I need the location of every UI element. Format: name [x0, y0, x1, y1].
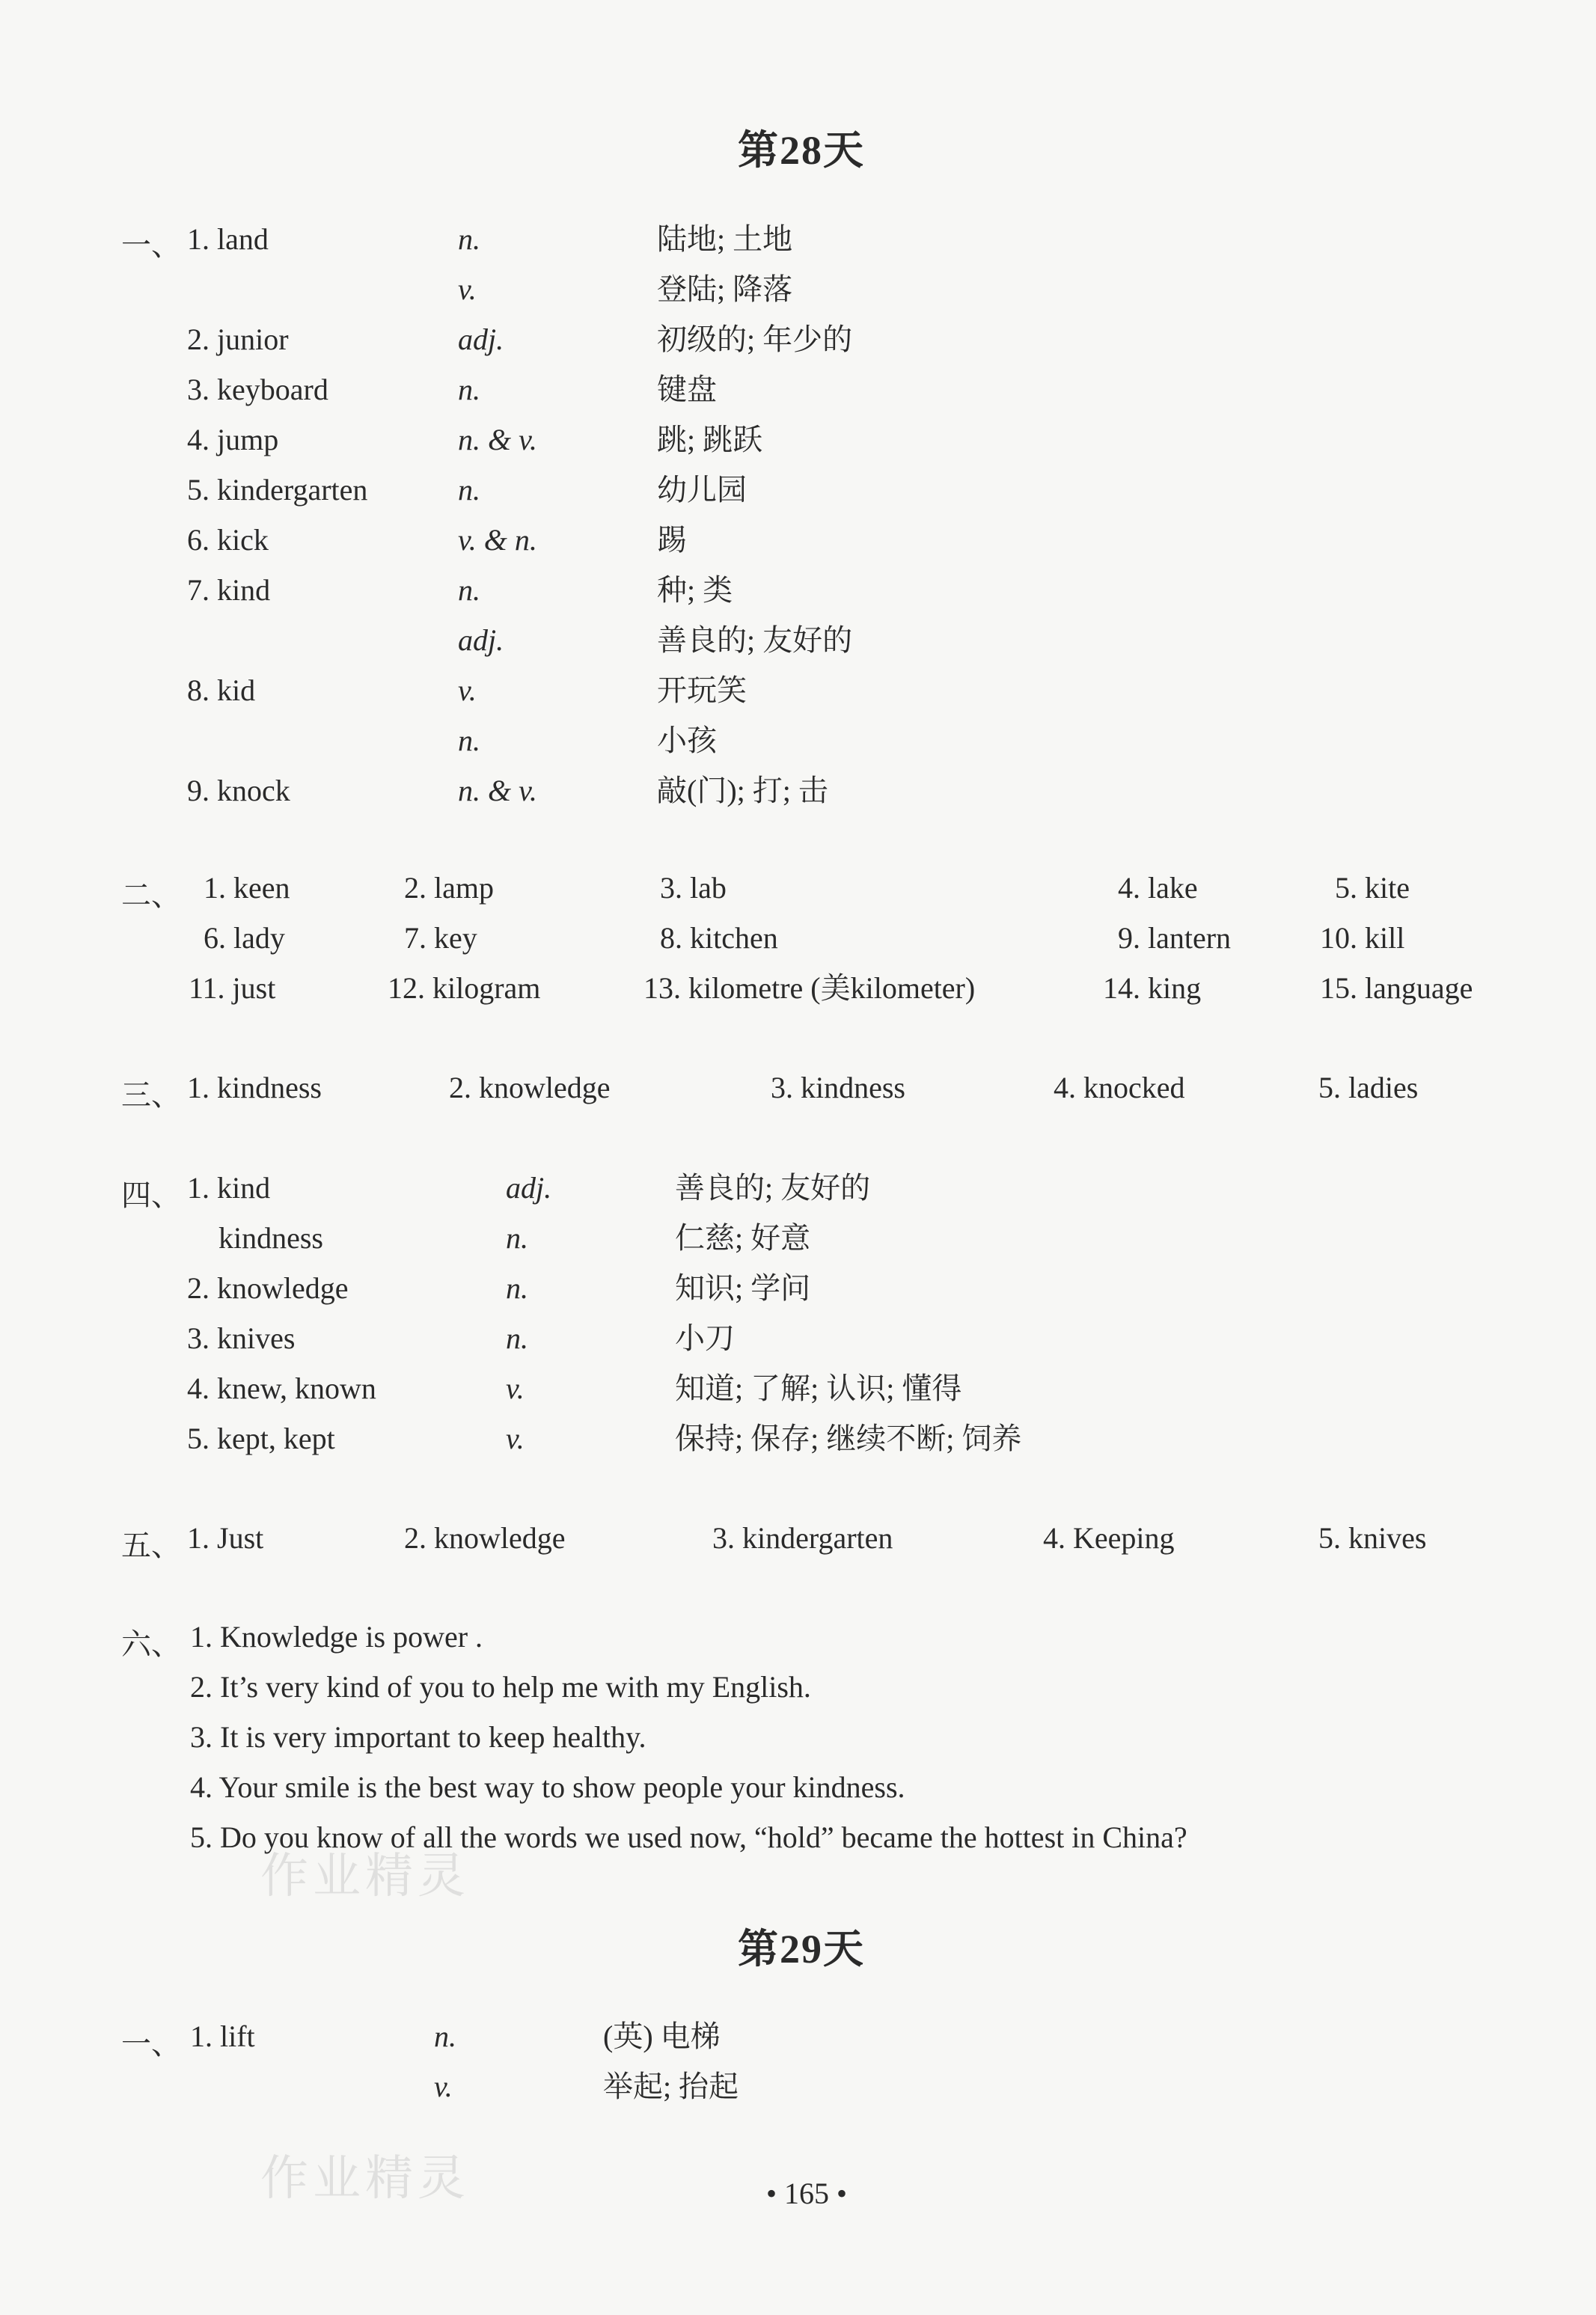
vocab-meaning: 保持; 保存; 继续不断; 饲养	[675, 1422, 1022, 1455]
answer-item: 10. kill	[1320, 921, 1405, 955]
vocab-word: 3. knives	[187, 1321, 296, 1355]
vocab-word: 1. kind	[187, 1171, 271, 1205]
answer-item: 5. kite	[1335, 871, 1410, 905]
vocab-pos: v.	[458, 673, 477, 707]
vocab-word: 2. knowledge	[187, 1271, 349, 1305]
day-title: 第28天	[738, 128, 865, 173]
vocab-meaning: 键盘	[657, 373, 717, 406]
vocab-meaning: 举起; 抬起	[603, 2070, 739, 2103]
watermark-text: 作业精灵	[260, 2151, 470, 2207]
vocab-pos: adj.	[506, 1171, 552, 1205]
vocab-pos: v.	[506, 1422, 525, 1455]
vocab-meaning: 开玩笑	[657, 673, 747, 707]
section-label: 一、	[121, 228, 181, 262]
vocab-pos: n.	[458, 222, 480, 256]
answer-item: 3. kindergarten	[712, 1521, 893, 1555]
vocab-meaning: 仁慈; 好意	[675, 1221, 811, 1255]
vocab-pos: v.	[506, 1371, 525, 1405]
vocab-pos: v.	[434, 2070, 453, 2103]
vocab-pos: n.	[506, 1321, 528, 1355]
vocab-meaning: 小刀	[675, 1321, 735, 1355]
answer-item: 8. kitchen	[660, 921, 778, 955]
answer-item: 12. kilogram	[388, 971, 541, 1005]
vocab-pos: v.	[458, 272, 477, 306]
answer-item: 6. lady	[204, 921, 285, 955]
answer-item: 5. knives	[1318, 1521, 1427, 1555]
sentence: 3. It is very important to keep healthy.	[190, 1720, 646, 1754]
vocab-pos: adj.	[458, 623, 504, 657]
vocab-word: 7. kind	[187, 573, 271, 607]
vocab-pos: v. & n.	[458, 523, 537, 557]
vocab-meaning: 跳; 跳跃	[657, 423, 763, 456]
vocab-pos: adj.	[458, 322, 504, 356]
answer-item: 11. just	[189, 971, 276, 1005]
answer-item: 4. knocked	[1054, 1071, 1185, 1104]
vocab-meaning: 善良的; 友好的	[675, 1171, 871, 1205]
section-label: 三、	[121, 1078, 181, 1112]
sentence: 2. It’s very kind of you to help me with my English.	[190, 1670, 811, 1704]
page-number: • 165 •	[766, 2177, 848, 2210]
answer-item: 3. kindness	[771, 1071, 905, 1104]
vocab-word: 8. kid	[187, 673, 256, 707]
answer-item: 2. lamp	[404, 871, 494, 905]
answer-item: 15. language	[1320, 971, 1473, 1005]
answer-item: 4. Keeping	[1043, 1521, 1175, 1555]
vocab-word: 5. kept, kept	[187, 1422, 335, 1455]
vocab-pos: n.	[458, 473, 480, 507]
answer-item: 2. knowledge	[449, 1071, 611, 1104]
sentence: 1. Knowledge is power .	[190, 1620, 483, 1654]
section-label: 四、	[121, 1178, 181, 1212]
vocab-word: 4. knew, known	[187, 1371, 376, 1405]
vocab-word: 1. lift	[190, 2019, 255, 2053]
vocab-pos: n. & v.	[458, 774, 537, 807]
watermark-text: 作业精灵	[260, 1849, 470, 1904]
vocab-pos: n.	[434, 2019, 456, 2053]
vocab-pos: n.	[506, 1271, 528, 1305]
vocab-meaning: 踢	[657, 523, 687, 557]
answer-item: 9. lantern	[1118, 921, 1232, 955]
vocab-word: 3. keyboard	[187, 373, 328, 406]
vocab-word: kindness	[218, 1221, 323, 1255]
answer-item: 3. lab	[660, 871, 727, 905]
answer-item: 13. kilometre (美kilometer)	[643, 971, 976, 1005]
vocab-word: 2. junior	[187, 322, 289, 356]
vocab-meaning: 敲(门); 打; 击	[657, 774, 828, 807]
section-label: 一、	[121, 2027, 181, 2061]
vocab-word: 1. land	[187, 222, 269, 256]
answer-item: 4. lake	[1118, 871, 1198, 905]
section-label: 二、	[121, 878, 181, 912]
vocab-meaning: 登陆; 降落	[657, 272, 793, 306]
vocab-pos: n.	[458, 724, 480, 757]
answer-item: 2. knowledge	[404, 1521, 566, 1555]
vocab-meaning: 幼儿园	[657, 473, 747, 507]
section-label: 六、	[121, 1627, 181, 1661]
answer-item: 5. ladies	[1318, 1071, 1419, 1104]
vocab-meaning: 善良的; 友好的	[657, 623, 853, 657]
vocab-meaning: 知识; 学问	[675, 1271, 811, 1305]
vocab-pos: n. & v.	[458, 423, 537, 456]
answer-item: 1. kindness	[187, 1071, 322, 1104]
vocab-meaning: 小孩	[657, 724, 717, 757]
vocab-meaning: 陆地; 土地	[657, 222, 793, 256]
vocab-word: 5. kindergarten	[187, 473, 368, 507]
sentence: 5. Do you know of all the words we used now, “hold” became the hottest in China?	[190, 1820, 1187, 1854]
vocab-pos: n.	[506, 1221, 528, 1255]
vocab-meaning: 初级的; 年少的	[657, 322, 853, 356]
vocab-meaning: (英) 电梯	[603, 2019, 721, 2053]
day-title: 第29天	[738, 1927, 865, 1972]
sentence: 4. Your smile is the best way to show people your kindness.	[190, 1770, 905, 1804]
answer-item: 1. Just	[187, 1521, 264, 1555]
vocab-pos: n.	[458, 573, 480, 607]
vocab-meaning: 知道; 了解; 认识; 懂得	[675, 1371, 962, 1405]
vocab-pos: n.	[458, 373, 480, 406]
answer-item: 7. key	[404, 921, 477, 955]
vocab-word: 4. jump	[187, 423, 279, 456]
vocab-word: 6. kick	[187, 523, 269, 557]
vocab-word: 9. knock	[187, 774, 290, 807]
answer-item: 14. king	[1103, 971, 1202, 1005]
answer-item: 1. keen	[204, 871, 290, 905]
section-label: 五、	[121, 1529, 181, 1562]
vocab-meaning: 种; 类	[657, 573, 733, 607]
